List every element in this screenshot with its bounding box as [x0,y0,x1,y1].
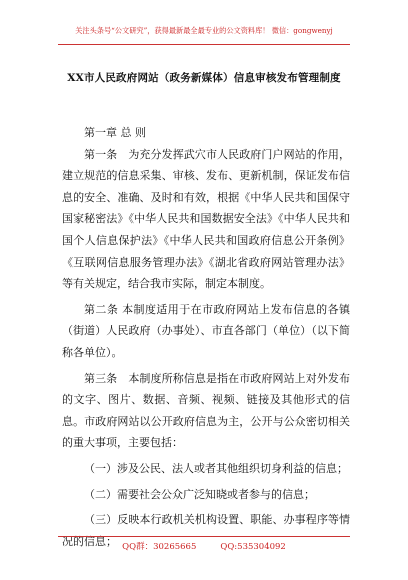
article-2: 第二条 本制度适用于在市政府网站上发布信息的各镇（街道）人民政府（办事处）、市直各部门（单位）（以下简称各单位）。 [62,302,350,359]
article-3: 第三条 本制度所称信息是指在市政府网站上对外发布的文字、图片、数据、音频、视频、链接及其他形式的信息。市政府网站以公开政府信息为主，公开与公众密切相关的重大事项，主要包括： [62,371,350,450]
article-1: 第一条 为充分发挥武穴市人民政府门户网站的作用，建立规范的信息采集、审核、发布、更新机制，保证发布信息的安全、准确、及时和有效，根据《中华人民共和国保守国家秘密法》《中华人民共和国数据安全法》《中华人民共和国个人信息保护法》《中华人民共和国政府信息公开条例》《互联网信息服务管理办法》《湖北省政府网站管理办法》等有关规定，结合我市实际，制定本制度。 [62,147,350,291]
footer-contact [0,540,408,552]
chapter-heading: 第一章 总 则 [84,126,146,139]
footer-qq-group: QQ群：30265665 [122,542,197,552]
header-divider [58,44,350,45]
list-item-1: （一）涉及公民、法人或者其他组织切身利益的信息； [84,461,348,475]
footer-qq-number: QQ:535304092 [220,542,286,552]
header-promo-text: 关注头条号“公文研究”，获得最新最全最专业的公文资料库！ 微信：gongwenyj [75,26,333,35]
footer-divider [58,536,350,537]
document-title: XX市人民政府网站（政务新媒体）信息审核发布管理制度 [67,72,341,84]
document-body [62,122,350,552]
list-item-3: （三）反映本行政机关机构设置、职能、办事程序等情况的信息； [62,513,350,548]
list-item-2: （二）需要社会公众广泛知晓或者参与的信息； [84,487,315,501]
